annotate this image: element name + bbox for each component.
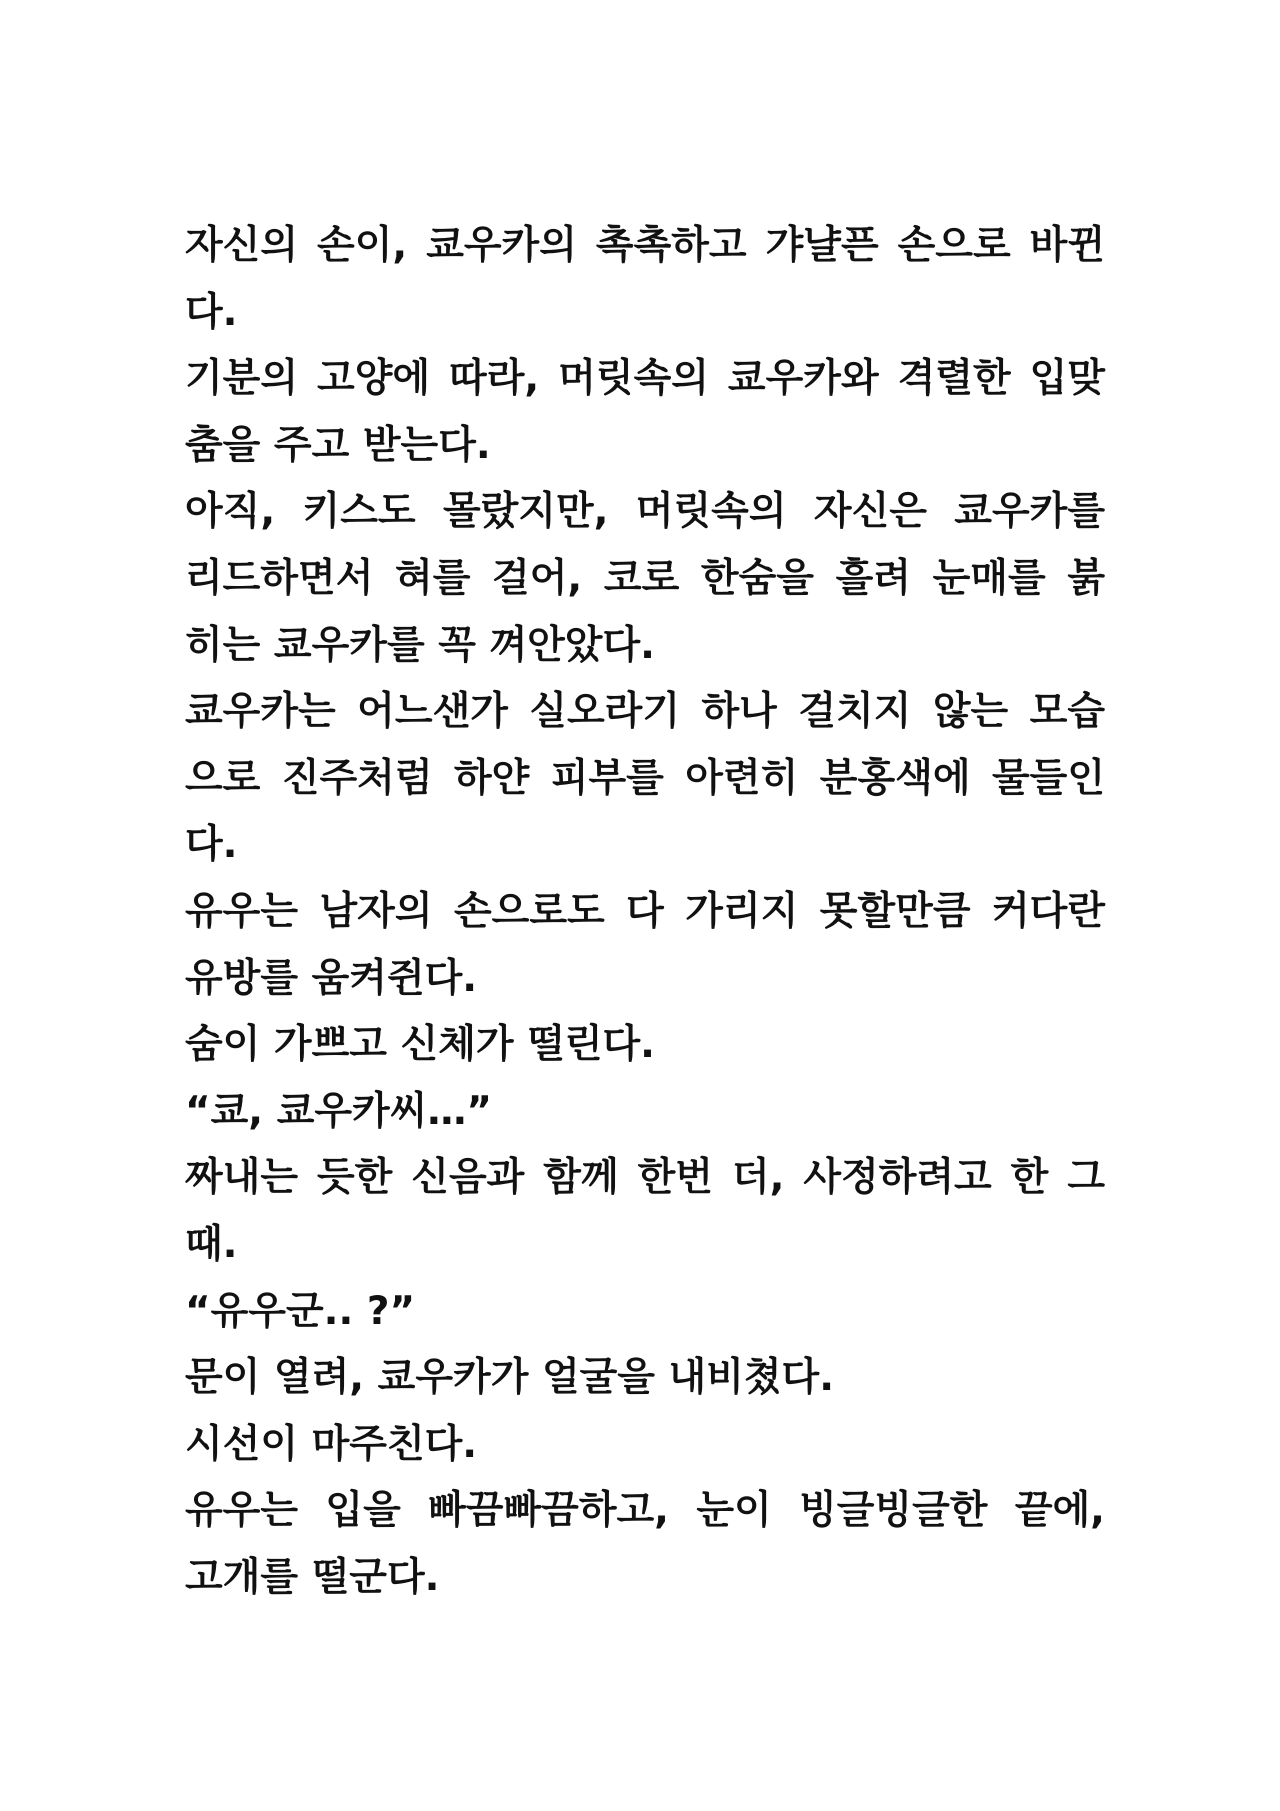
text-line: 다. xyxy=(185,289,238,335)
text-line: 숨이 가쁘고 신체가 떨린다. xyxy=(185,1022,655,1068)
text-line: 춤을 주고 받는다. xyxy=(185,422,491,468)
text-line: 기분의 고양에 따라, 머릿속의 쿄우카와 격렬한 입맞 xyxy=(185,356,1105,402)
text-line: 때. xyxy=(185,1221,238,1267)
text-line: 으로 진주처럼 하얀 피부를 아련히 분홍색에 물들인 xyxy=(185,755,1105,801)
text-line: 시선이 마주친다. xyxy=(185,1421,478,1467)
text-line: 아직, 키스도 몰랐지만, 머릿속의 자신은 쿄우카를 xyxy=(185,489,1105,535)
text-line: 고개를 떨군다. xyxy=(185,1554,440,1600)
text-line: 자신의 손이, 쿄우카의 촉촉하고 갸냘픈 손으로 바뀐 xyxy=(185,223,1105,268)
text-line: 쿄우카는 어느샌가 실오라기 하나 걸치지 않는 모습 xyxy=(185,689,1105,735)
text-line: 다. xyxy=(185,822,238,868)
body-text xyxy=(185,213,1105,1611)
text-line: “쿄, 쿄우카씨…” xyxy=(185,1088,493,1134)
text-line: 유우는 남자의 손으로도 다 가리지 못할만큼 커다란 xyxy=(185,888,1105,934)
text-line: 히는 쿄우카를 꼭 껴안았다. xyxy=(185,622,655,668)
text-line: 문이 열려, 쿄우카가 얼굴을 내비쳤다. xyxy=(185,1355,835,1401)
text-line: 유방를 움켜쥔다. xyxy=(185,955,478,1001)
text-line: “유우군.. ?” xyxy=(185,1288,416,1334)
text-line: 짜내는 듯한 신음과 함께 한번 더, 사정하려고 한 그 xyxy=(185,1155,1105,1201)
text-line: 유우는 입을 빠끔빠끔하고, 눈이 빙글빙글한 끝에, xyxy=(185,1488,1105,1534)
text-line: 리드하면서 혀를 걸어, 코로 한숨을 흘려 눈매를 붉 xyxy=(185,555,1105,601)
